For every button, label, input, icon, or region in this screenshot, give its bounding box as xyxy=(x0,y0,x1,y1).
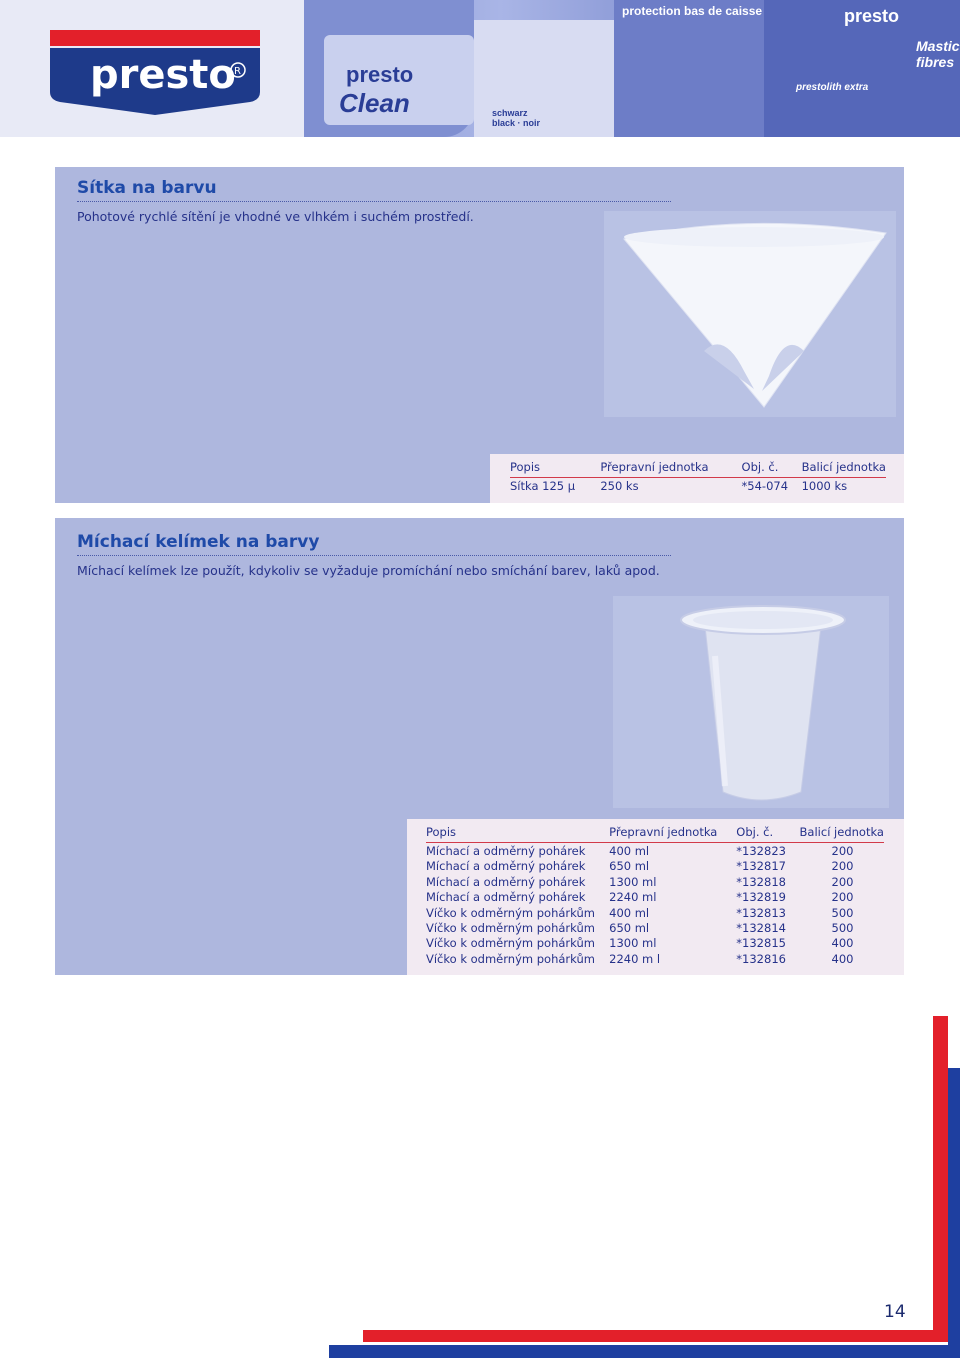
cell-description: Míchací a odměrný pohárek xyxy=(426,859,586,874)
product-banner-image xyxy=(304,0,960,137)
cell-transport-unit: 1300 ml xyxy=(609,874,657,889)
section-paint-strainer xyxy=(55,167,904,503)
cell-order-number: *132823 xyxy=(736,844,786,858)
cell-order-number: *132816 xyxy=(736,951,786,966)
cell-transport-unit: 650 ml xyxy=(609,859,650,874)
strainer-photo xyxy=(604,211,896,417)
banner-text-presto-2: presto xyxy=(844,6,900,26)
table-row xyxy=(426,920,884,935)
cell-packing-unit: 1000 ks xyxy=(801,479,848,493)
cell-order-number: *132815 xyxy=(736,936,786,951)
column-header: Přepravní jednotka xyxy=(609,825,736,843)
product-table xyxy=(510,460,886,493)
column-header: Popis xyxy=(510,460,600,478)
table-row xyxy=(426,843,884,859)
table-row xyxy=(426,858,884,873)
column-header: Popis xyxy=(426,825,609,843)
table-row xyxy=(426,874,884,889)
cell-transport-unit: 2240 ml xyxy=(609,890,657,905)
section-mixing-cup xyxy=(55,518,904,975)
cell-description: Víčko k odměrným pohárkům xyxy=(426,905,595,920)
banner-text-presto: presto xyxy=(346,62,414,87)
column-header: Balicí jednotka xyxy=(802,460,886,478)
banner-text-mastic: Mastic fibres xyxy=(916,38,960,70)
column-header: Obj. č. xyxy=(742,460,802,478)
column-header: Balicí jednotka xyxy=(800,825,884,843)
presto-logo xyxy=(50,30,260,115)
cell-description: Sítka 125 μ xyxy=(510,479,576,493)
logo-text: presto xyxy=(90,52,236,98)
table-row xyxy=(426,905,884,920)
table-row xyxy=(510,478,886,494)
cell-packing-unit: 400 xyxy=(831,936,854,951)
cell-description: Víčko k odměrným pohárkům xyxy=(426,921,595,936)
cell-packing-unit: 200 xyxy=(831,874,854,889)
cell-packing-unit: 500 xyxy=(831,921,854,936)
table-row xyxy=(426,935,884,950)
banner-text-prestolith: prestolith extra xyxy=(796,82,869,93)
cell-description: Víčko k odměrným pohárkům xyxy=(426,951,595,966)
strainer-table xyxy=(490,454,904,503)
page-header xyxy=(0,0,960,137)
title-divider xyxy=(77,555,671,556)
section-description: Pohotové rychlé sítění je vhodné ve vlhkém i suchém prostředí. xyxy=(77,209,474,224)
cell-order-number: *54-074 xyxy=(741,479,789,493)
banner-text-protection: protection bas de caisse xyxy=(622,4,763,18)
cell-packing-unit: 200 xyxy=(831,890,854,905)
mixing-cup-image xyxy=(613,596,889,808)
section-title: Sítka na barvu xyxy=(77,178,217,198)
column-header: Přepravní jednotka xyxy=(600,460,741,478)
banner-text-clean: Clean xyxy=(339,88,410,118)
cell-transport-unit: 400 ml xyxy=(609,844,650,858)
cell-description: Víčko k odměrným pohárkům xyxy=(426,936,595,951)
section-title: Míchací kelímek na barvy xyxy=(77,532,320,552)
table-header-row xyxy=(510,460,886,478)
table-row xyxy=(426,889,884,904)
corner-bar-red-horizontal xyxy=(363,1330,948,1342)
cell-packing-unit: 200 xyxy=(831,844,854,858)
corner-bar-red-vertical xyxy=(933,1016,948,1342)
paint-strainer-image xyxy=(604,211,896,417)
cell-description: Míchací a odměrný pohárek xyxy=(426,890,586,905)
banner-text-schwarz: schwarz black · noir xyxy=(492,108,541,128)
mixing-cup-photo xyxy=(613,596,889,808)
cell-transport-unit: 400 ml xyxy=(609,905,650,920)
cell-description: Míchací a odměrný pohárek xyxy=(426,874,586,889)
cell-transport-unit: 250 ks xyxy=(600,479,639,493)
table-row xyxy=(426,951,884,966)
cell-order-number: *132814 xyxy=(736,921,786,936)
cell-order-number: *132818 xyxy=(736,874,786,889)
cell-description: Míchací a odměrný pohárek xyxy=(426,844,586,858)
cell-order-number: *132817 xyxy=(736,859,786,874)
product-table xyxy=(426,825,884,966)
mixing-cup-table xyxy=(407,819,904,975)
cell-packing-unit: 400 xyxy=(831,951,854,966)
title-divider xyxy=(77,201,671,202)
page-number: 14 xyxy=(884,1302,906,1322)
corner-bar-blue-vertical xyxy=(948,1068,960,1358)
cell-packing-unit: 200 xyxy=(831,859,854,874)
cell-order-number: *132819 xyxy=(736,890,786,905)
section-description: Míchací kelímek lze použít, kdykoliv se vyžaduje promíchání nebo smíchání barev, laků apod. xyxy=(77,563,660,578)
corner-bar-blue-horizontal xyxy=(329,1345,960,1358)
column-header: Obj. č. xyxy=(736,825,799,843)
cell-order-number: *132813 xyxy=(736,905,786,920)
svg-text:R: R xyxy=(234,66,241,77)
cell-transport-unit: 2240 m l xyxy=(609,951,661,966)
cell-transport-unit: 650 ml xyxy=(609,921,650,936)
table-header-row xyxy=(426,825,884,843)
cell-transport-unit: 1300 ml xyxy=(609,936,657,951)
cell-packing-unit: 500 xyxy=(831,905,854,920)
